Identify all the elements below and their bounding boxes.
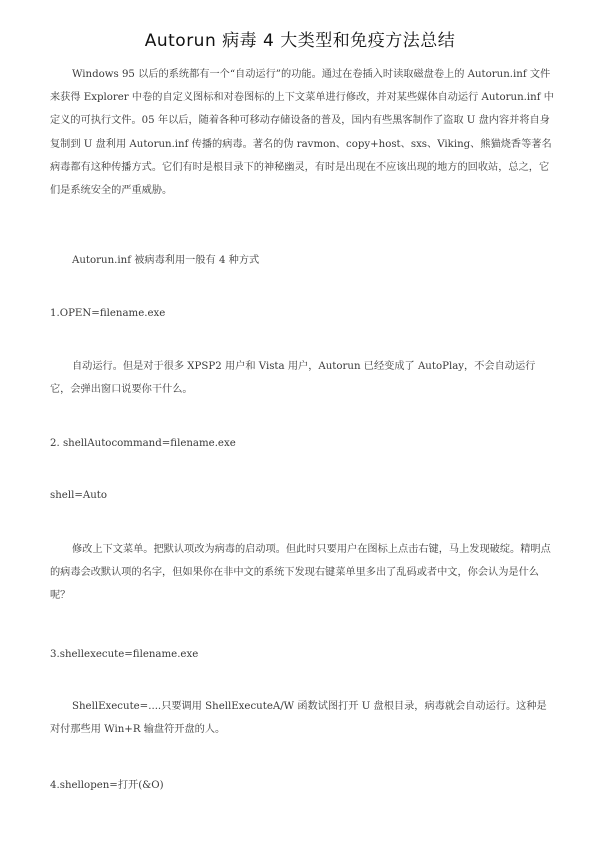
method-1-description: 自动运行。但是对于很多 XPSP2 用户和 Vista 用户，Autorun 已经变成了 AutoPlay，不会自动运行它，会弹出窗口说要你干什么。 (50, 361, 536, 396)
method-3-heading: 3.shellexecute=filename.exe (50, 649, 199, 660)
method-2-shell-line: shell=Auto (50, 490, 108, 501)
methods-intro: Autorun.inf 被病毒利用一般有 4 种方式 (72, 255, 260, 266)
method-3-description: ShellExecute=....只要调用 ShellExecuteA/W 函数试图打开 U 盘根目录，病毒就会自动运行。这种是对付那些用 Win+R 输盘符开盘的人。 (50, 701, 547, 736)
method-2-heading: 2. shellAutocommand=filename.exe (50, 438, 236, 449)
intro-paragraph: Windows 95 以后的系统都有一个“自动运行”的功能。通过在卷插入时读取磁盘卷上的 Autorun.inf 文件来获得 Explorer 中卷的自定义图标和对卷图标的上下文菜单进行修改，并对某些媒体自动运行 Autorun.inf 中定义的可执行文件。05 年以后，随着各种可移动存储设备的普及，国内有些黑客制作了盗取 U 盘内容并将自身复制到 U 盘利用 Autorun.inf 传播的病毒。著名的伪 ravmon、copy+host、sxs、Viking、熊猫烧香等著名病毒都有这种传播方式。它们有时是根目录下的神秘幽灵，有时是出现在不应该出现的地方的回收站，总之，它们是系统安全的严重威胁。 (50, 69, 554, 197)
document-title: Autorun 病毒 4 大类型和免疫方法总结 (144, 31, 456, 51)
method-1-heading: 1.OPEN=filename.exe (50, 308, 166, 319)
method-4-heading: 4.shellopen=打开(&O) (50, 780, 164, 791)
method-2-description: 修改上下文菜单。把默认项改为病毒的启动项。但此时只要用户在图标上点击右键，马上发现破绽。精明点的病毒会改默认项的名字，但如果你在非中文的系统下发现右键菜单里多出了乱码或者中文，你会认为是什么呢？ (50, 544, 551, 602)
